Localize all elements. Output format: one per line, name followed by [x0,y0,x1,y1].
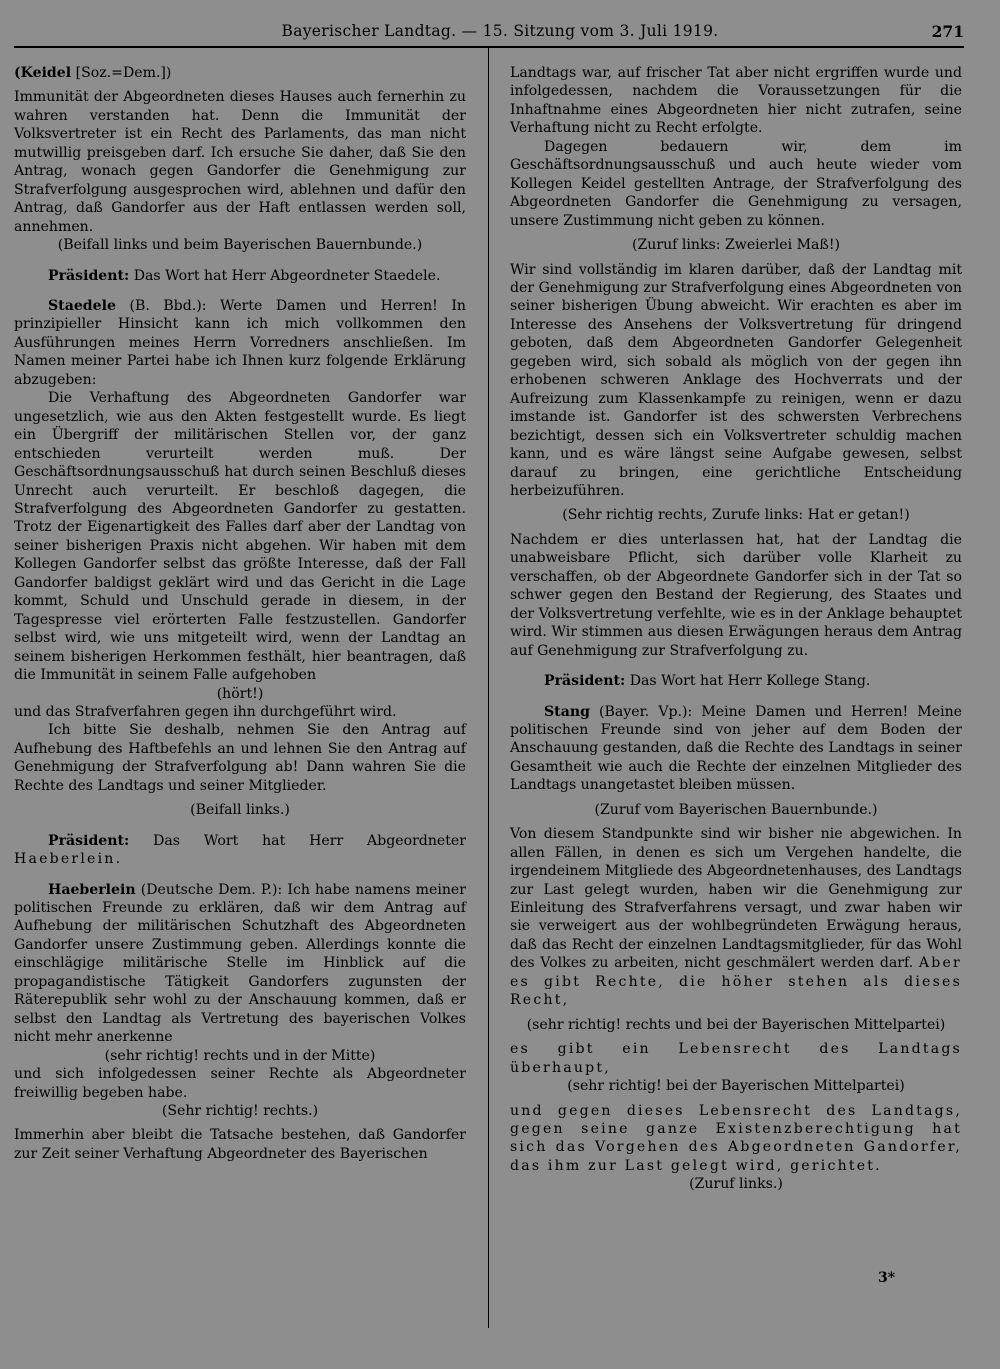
left-column [14,64,466,1163]
president-remark [510,672,962,690]
speaker-name: Präsident: [48,267,130,284]
speaker-name: Präsident: [48,832,130,849]
speech-text: (B. Bbd.): Werte Damen und Herren! In prinzipieller Hinsicht kann ich mich vollkommen den Ausführungen meines Herrn Vorredners anschließen. Im Namen meiner Partei habe ich Ihnen kurz folgende Erklärung abzugeben: [14,297,466,388]
emphasized-paragraph: und gegen dieses Lebensrecht des Landtags, gegen seine ganze Existenzberechtigung hat sich das Vorgehen des Abgeordneten Gandorfer, das ihm zur Last gelegt wird, gerichtet. [510,1102,962,1174]
interjection: (Zuruf links: Zweierlei Maß!) [632,237,840,254]
speaker-party: [Soz.=Dem.]) [75,65,172,81]
speech-paragraph: Dagegen bedauern wir, dem im Geschäftsordnungsausschuß und auch heute wieder vom Kollegen Keidel gestellten Antrage, der Strafverfolgung des Abgeordneten Gandorfer die Genehmigung zu versagen, unsere Zustimmung nicht geben zu können. [510,138,962,229]
speech-paragraph: Nachdem er dies unterlassen hat, hat der Landtag die unabweisbare Pflicht, sich darüber volle Klarheit zu verschaffen, ob der Abgeordnete Gandorfer sich in der Tat so schwer gegen den Bestand der Regierung, des Staates und der Volksvertretung verfehlte, wie es in der Anklage behauptet wird. Wir stimmen aus diesen Erwägungen heraus dem Antrag auf Genehmigung zur Strafverfolgung zu. [510,531,962,659]
interjection: (sehr richtig! rechts und bei der Bayerischen Mittelpartei) [526,1016,946,1033]
continued-speaker-line [14,64,466,82]
speech-paragraph [14,881,466,1047]
speaker-name: (Keidel [14,65,72,81]
signature-mark: 3* [878,1270,896,1286]
page-number: 271 [931,22,964,41]
right-column [510,64,962,1194]
remark-text: Das Wort hat Herr Abgeordneter [153,832,466,849]
speech-paragraph: und sich infolgedessen seiner Rechte als Abgeordneter freiwillig begeben habe. [14,1066,466,1101]
speech-paragraph: Ich bitte Sie deshalb, nehmen Sie den Antrag auf Aufhebung des Haftbefehls an und lehnen Sie den Antrag auf Genehmigung der Strafverfolgung ab! Dann wahren Sie die Rechte des Landtags und seiner Mitglieder. [14,722,466,794]
interjection: (Zuruf vom Bayerischen Bauernbunde.) [594,801,878,818]
speech-paragraph [510,703,962,795]
page-header [0,18,1000,44]
running-title: Bayerischer Landtag. — 15. Sitzung vom 3. Juli 1919. [281,22,719,40]
interjection: (sehr richtig! bei der Bayerischen Mittelpartei) [567,1078,905,1095]
president-remark [14,267,466,285]
speaker-name: Stang [544,703,590,720]
interjection: (Beifall links.) [190,802,290,819]
speech-text: Von diesem Standpunkte sind wir bisher nie abgewichen. In allen Fällen, in denen es sich um Vergehen handelte, die irgendeinem Mitgliede des Abgeordnetenhauses, des Landtags zur Last gelegt wurden, haben wir die Genehmigung zur Einleitung des Strafverfahrens versagt, und zwar haben wir sie verweigert aus der wohlbegründeten Erwägung heraus, daß das Recht der einzelnen Landtagsmitglieder, für das Wohl des Volkes zu arbeiten, nicht geschmälert werden darf. [510,826,962,972]
speech-paragraph: Immunität der Abgeordneten dieses Hauses auch fernerhin zu wahren verstanden hat. Denn die Immunität der Volksvertreter ist ein Recht des Parlaments, das man nicht mutwillig preisgeben darf. Ich ersuche Sie daher, daß Sie den Antrag, wonach gegen Gandorfer die Genehmigung zur Strafverfolgung ausgesprochen wird, ablehnen und dafür den Antrag, daß Gandorfer aus der Haft entlassen werden soll, annehmen. [14,89,466,235]
remark-text: Das Wort hat Herr Kollege Stang. [629,673,871,690]
speech-paragraph: Die Verhaftung des Abgeordneten Gandorfer war ungesetzlich, wie aus den Akten festgestellt wurde. Es liegt ein Übergriff der militärischen Stellen vor, der ganz entschieden verurteilt werden muß. Der Geschäftsordnungsausschuß hat durch seinen Beschluß dieses Unrecht auch verurteilt. Er beschloß dagegen, die Strafverfolgung des Abgeordneten Gandorfer zu gestatten. Trotz der Eigenartigkeit des Falles darf aber der Landtag von seiner bisherigen Praxis nicht abgehen. Wir haben mit dem Kollegen Gandorfer selbst das größte Interesse, daß der Fall Gandorfer baldigst geklärt wird und das Gericht in die Lage kommt, Schuld und Unschuld gerade in diesem, in der Tagespresse viel erörterten Falle festzustellen. Gandorfer selbst wird, wie uns mitgeteilt wird, wenn der Landtag an seinem bisherigen Herkommen festhält, hier beantragen, daß die Immunität in seinem Falle aufgehoben [14,390,466,684]
speech-paragraph: Landtags war, auf frischer Tat aber nicht ergriffen wurde und infolgedessen, nachdem die Voraussetzungen für die Inhaftnahme eines Abgeordneten hier nicht zutrafen, seine Verhaftung nicht zu Recht erfolgte. [510,65,962,137]
emphasized-line: es gibt ein Lebensrecht des Landtags überhaupt, [510,1041,962,1076]
speech-text: (Bayer. Vp.): Meine Damen und Herren! Meine politischen Freunde sind von jeher auf dem Boden der Anschauung gestanden, daß die Rechte des Landtags in seiner Gesamtheit wie auch die Rechte der einzelnen Mitglieder des Landtags unangetastet bleiben müssen. [510,703,963,794]
emphasized-text: Aber es gibt Rechte, die höher stehen als dieses Recht, [510,955,962,1009]
speech-paragraph: Wir sind vollständig im klaren darüber, daß der Landtag mit der Genehmigung zur Strafverfolgung eines Abgeordneten von seiner bisherigen Übung abweicht. Wir erachten es aber im Interesse des Ansehens der Volksvertretung für dringend geboten, daß dem Abgeordneten Gandorfer Gelegenheit gegeben wird, sich sobald als möglich von der gegen ihn erhobenen schweren Anklage des Hochverrats und der Aufreizung zum Klassenkampfe zu reinigen, wenn er dazu imstande ist. Gandorfer ist des schwersten Verbrechens bezichtigt, dessen sich ein Volksvertreter schuldig machen kann, und es wäre längst seine Aufgabe gewesen, selbst darauf zu bringen, eine gerichtliche Entscheidung herbeizuführen. [510,261,962,499]
called-speaker: Haeberlein. [14,851,123,868]
remark-text: Das Wort hat Herr Abgeordneter Staedele. [133,267,441,284]
speech-paragraph [14,297,466,389]
interjection: (hört!) [216,685,264,702]
speech-text: (Deutsche Dem. P.): Ich habe namens meiner politischen Freunde zu erklären, daß wir dem Antrag auf Aufhebung der militärischen Schutzhaft des Abgeordneten Gandorfer unsere Zustimmung geben. Allerdings konnte die einschlägige militärische Stelle im Hinblick auf die propagandistische Tätigkeit Gandorfers zugunsten der Räterepublik sehr wohl zu der Anschauung kommen, daß er selbst den Landtag als Vertretung des bayerischen Volkes nicht mehr anerkenne [14,881,466,1046]
speech-paragraph: und das Strafverfahren gegen ihn durchgeführt wird. [14,703,397,720]
speaker-name: Staedele [48,297,116,314]
interjection: (Beifall links und beim Bayerischen Bauernbunde.) [57,237,423,254]
speaker-name: Präsident: [544,673,626,690]
column-divider [488,48,489,1328]
header-rule [14,46,964,48]
interjection: (sehr richtig! rechts und in der Mitte) [104,1047,376,1064]
speaker-name: Haeberlein [48,881,136,898]
interjection: (Sehr richtig rechts, Zurufe links: Hat er getan!) [562,507,910,524]
speech-paragraph: Immerhin aber bleibt die Tatsache bestehen, daß Gandorfer zur Zeit seiner Verhaftung Abgeordneter des Bayerischen [14,1127,466,1162]
speech-paragraph [510,825,962,1010]
interjection: (Zuruf links.) [689,1176,783,1193]
interjection: (Sehr richtig! rechts.) [161,1103,319,1120]
president-remark [14,832,466,869]
